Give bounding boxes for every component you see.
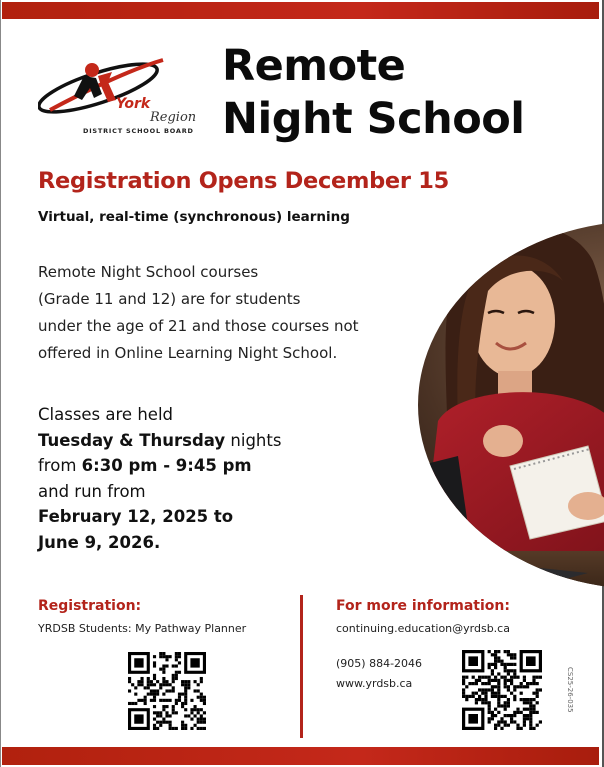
registration-opens-heading: Registration Opens December 15: [38, 168, 449, 194]
schedule-run-from: and run from: [38, 481, 146, 501]
description-line: (Grade 11 and 12) are for students: [38, 290, 301, 308]
top-red-bar: [2, 2, 599, 19]
york-region-logo: [38, 50, 208, 140]
description-line: Remote Night School courses: [38, 263, 259, 281]
page-title: [222, 40, 525, 146]
logo-region-text: Region: [150, 110, 197, 125]
schedule-intro: Classes are held: [38, 405, 173, 424]
schedule-end-date: June 9, 2026.: [38, 532, 161, 552]
section-divider: [300, 595, 303, 738]
logo-york-text: York: [116, 96, 151, 112]
more-info-heading: For more information:: [336, 598, 510, 614]
schedule-from-word: from: [38, 456, 82, 475]
info-qr-code[interactable]: [462, 650, 542, 730]
registration-heading: Registration:: [38, 598, 142, 614]
page-border-left: [0, 0, 1, 767]
logo-board-text: DISTRICT SCHOOL BOARD: [83, 127, 194, 135]
schedule-days-line: [38, 428, 338, 454]
title-line-1: Remote: [222, 41, 406, 91]
schedule-times-line: [38, 453, 338, 479]
qr-code-icon: [462, 650, 542, 730]
registration-detail: YRDSB Students: My Pathway Planner: [38, 622, 247, 635]
schedule-times: 6:30 pm - 9:45 pm: [81, 456, 252, 475]
description-line: under the age of 21 and those courses not: [38, 317, 359, 335]
title-line-2: Night School: [222, 94, 525, 144]
schedule-start-date: February 12, 2025 to: [38, 507, 234, 526]
schedule-days: Tuesday & Thursday: [38, 430, 226, 450]
student-photo-image: [418, 221, 604, 589]
document-code: CS25-26-035: [566, 667, 574, 713]
class-schedule: [38, 402, 338, 555]
student-photo: [418, 221, 604, 589]
schedule-start-date-line: [38, 504, 338, 530]
registration-qr-code[interactable]: [128, 652, 206, 730]
website-link[interactable]: www.yrdsb.ca: [336, 677, 413, 690]
contact-email-link[interactable]: continuing.education@yrdsb.ca: [336, 622, 510, 635]
course-description: [38, 259, 438, 367]
bottom-red-bar: [2, 747, 599, 765]
learning-subtitle: Virtual, real-time (synchronous) learning: [38, 209, 350, 225]
schedule-end-date-line: [38, 530, 338, 556]
schedule-nights-word: nights: [225, 430, 282, 450]
description-line: offered in Online Learning Night School.: [38, 344, 338, 362]
qr-code-icon: [128, 652, 206, 730]
contact-phone: (905) 884-2046: [336, 657, 423, 670]
